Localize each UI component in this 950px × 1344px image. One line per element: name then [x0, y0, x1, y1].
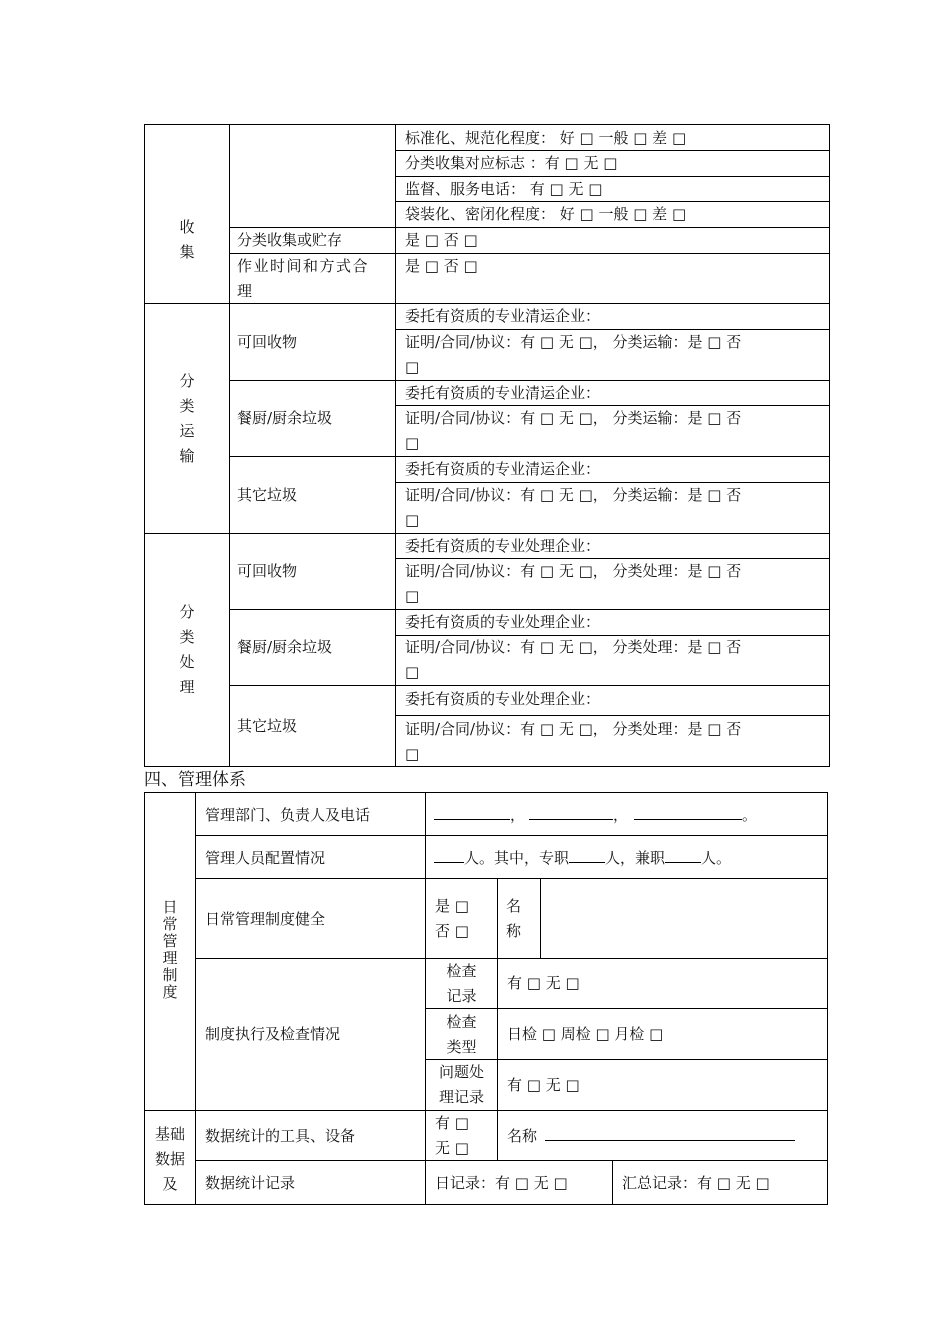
store-label: 分类收集或贮存: [237, 231, 343, 249]
tools-no[interactable]: 无 □: [435, 1139, 469, 1157]
staff-total-blank[interactable]: [434, 846, 464, 863]
transport-kitchen-line2: 证明/合同/协议：有 □ 无 □， 分类运输：是 □ 否: [405, 409, 742, 427]
collect-bagging-row: 袋装化、密闭化程度： 好 □ 一般 □ 差 □: [405, 205, 687, 223]
system-name-label-2: 称: [506, 922, 522, 940]
collect-sign-row: 分类收集对应标志 ：有 □ 无 □: [405, 154, 618, 172]
tools-name-field: 名称: [507, 1124, 795, 1149]
check-type-value[interactable]: 日检 □ 周检 □ 月检 □: [507, 1025, 664, 1043]
staff-label: 管理人员配置情况: [205, 849, 326, 867]
transport-recyclable-line2: 证明/合同/协议：有 □ 无 □， 分类运输：是 □ 否: [405, 333, 742, 351]
system-name-label-1: 名: [506, 897, 522, 915]
transport-kitchen-line1: 委托有资质的专业清运企业：: [405, 384, 601, 402]
problem-record-value[interactable]: 有 □ 无 □: [507, 1076, 580, 1094]
dept-blank-1[interactable]: [434, 803, 510, 820]
exec-label: 制度执行及检查情况: [205, 1025, 341, 1043]
transport-recyclable-line3: □: [405, 358, 420, 376]
transport-kitchen-line3: □: [405, 434, 420, 452]
transport-other-line1: 委托有资质的专业清运企业：: [405, 460, 601, 478]
tools-name-blank[interactable]: [545, 1124, 795, 1141]
transport-other-line3: □: [405, 511, 420, 529]
process-other-line2: 证明/合同/协议：有 □ 无 □， 分类处理：是 □ 否: [405, 720, 742, 738]
staff-fields: 人。其中，专职 人，兼职 人。: [434, 846, 731, 871]
summary-record-value[interactable]: 汇总记录：有 □ 无 □: [622, 1174, 770, 1192]
collect-category-label: 收 集: [179, 218, 195, 261]
process-other-line3: □: [405, 745, 420, 763]
system-yes[interactable]: 是 □: [435, 897, 469, 915]
tools-label: 数据统计的工具、设备: [205, 1127, 356, 1145]
check-record-value[interactable]: 有 □ 无 □: [507, 974, 580, 992]
transport-category-label: 分 类 运 输: [179, 372, 195, 465]
transport-other-label: 其它垃圾: [237, 486, 298, 504]
time-value: 是 □ 否 □: [405, 257, 478, 275]
transport-recyclable-label: 可回收物: [237, 333, 298, 351]
transport-kitchen-label: 餐厨/厨余垃圾: [237, 409, 333, 427]
process-kitchen-line1: 委托有资质的专业处理企业：: [405, 613, 601, 631]
check-type-label: 检查 类型: [446, 1013, 477, 1056]
system-label: 日常管理制度健全: [205, 910, 326, 928]
records-label: 数据统计记录: [205, 1174, 296, 1192]
time-label-line1: 作业时间和方式合: [237, 257, 370, 275]
process-recyclable-label: 可回收物: [237, 562, 298, 580]
staff-parttime-blank[interactable]: [665, 846, 701, 863]
process-recyclable-line3: □: [405, 587, 420, 605]
basic-data-label: 基础 数据 及: [154, 1125, 185, 1193]
daily-management-label: 日 常 管 理 制 度: [162, 898, 178, 1001]
staff-fulltime-blank[interactable]: [569, 846, 605, 863]
tools-yes[interactable]: 有 □: [435, 1114, 469, 1132]
collect-standard-row: 标准化、规范化程度： 好 □ 一般 □ 差 □: [405, 129, 687, 147]
daily-record-value[interactable]: 日记录：有 □ 无 □: [435, 1174, 568, 1192]
section-heading: 四、管理体系: [144, 770, 246, 790]
system-no[interactable]: 否 □: [435, 922, 469, 940]
dept-blank-3[interactable]: [634, 803, 742, 820]
transport-other-line2: 证明/合同/协议：有 □ 无 □， 分类运输：是 □ 否: [405, 486, 742, 504]
process-kitchen-line3: □: [405, 663, 420, 681]
process-kitchen-line2: 证明/合同/协议：有 □ 无 □， 分类处理：是 □ 否: [405, 638, 742, 656]
process-recyclable-line1: 委托有资质的专业处理企业：: [405, 537, 601, 555]
collect-phone-row: 监督、服务电话： 有 □ 无 □: [405, 180, 603, 198]
store-value: 是 □ 否 □: [405, 231, 478, 249]
process-other-label: 其它垃圾: [237, 717, 298, 735]
problem-record-label: 问题处 理记录: [438, 1063, 484, 1106]
time-label-line2: 理: [237, 282, 253, 300]
dept-label: 管理部门、负责人及电话: [205, 806, 371, 824]
process-kitchen-label: 餐厨/厨余垃圾: [237, 638, 333, 656]
transport-recyclable-line1: 委托有资质的专业清运企业：: [405, 307, 601, 325]
check-record-label: 检查 记录: [446, 962, 477, 1005]
process-recyclable-line2: 证明/合同/协议：有 □ 无 □， 分类处理：是 □ 否: [405, 562, 742, 580]
process-other-line1: 委托有资质的专业处理企业：: [405, 690, 601, 708]
dept-fields: ， ， 。: [434, 803, 757, 828]
process-category-label: 分 类 处 理: [179, 603, 195, 696]
dept-blank-2[interactable]: [529, 803, 613, 820]
